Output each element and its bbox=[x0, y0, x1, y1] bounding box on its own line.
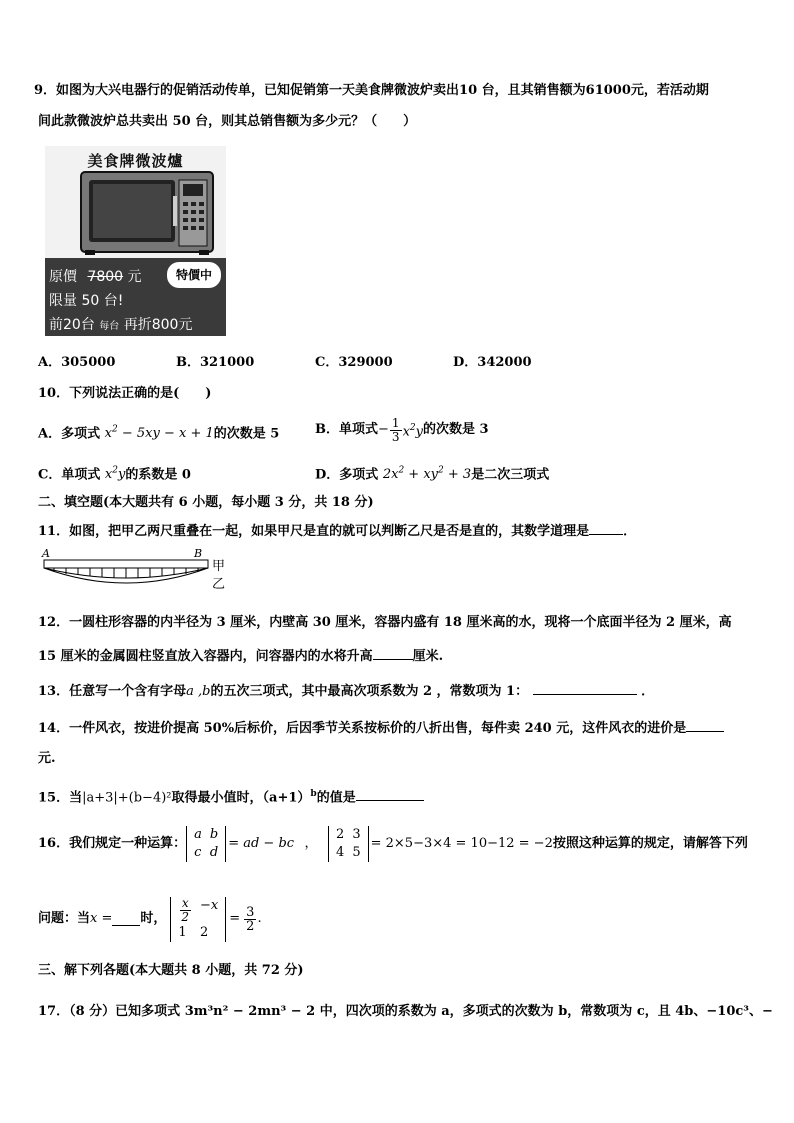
q10-stem: 10．下列说法正确的是( ) bbox=[38, 386, 212, 401]
ad-limit: 限量 50 台! bbox=[49, 293, 124, 309]
q16-line1: 16．我们规定一种运算： a b c d = ad − bc ， 2 3 4 5 = 2×5−3×4 = 10−12 = −2 按照这种运算的规定，请解答下列 bbox=[38, 827, 748, 860]
section-2-heading: 二、填空题(本大题共有 6 小题，每小题 3 分，共 18 分) bbox=[38, 495, 374, 510]
ad-discount: 前20台 每台 再折800元 bbox=[49, 317, 193, 333]
ad-title: 美食牌微波爐 bbox=[87, 152, 184, 170]
ruler-label-yi: 乙 bbox=[212, 577, 226, 592]
determinant-question: $\frac{x}{2}$ −x 1 2 bbox=[170, 897, 226, 942]
q12-line2: 15 厘米的金属圆柱竖直放入容器内，问容器内的水将升高 厘米. bbox=[38, 646, 443, 666]
q10-option-c: C．单项式 $x^2y$的系数是 0 bbox=[38, 466, 191, 483]
q9-option-c: C．329000 bbox=[315, 355, 393, 370]
q13-text: 13．任意写一个含有字母a ,b的五次三项式，其中最高次项系数为 2 ，常数项为 1： ． bbox=[38, 681, 654, 701]
q9-option-b: B．321000 bbox=[176, 355, 255, 370]
ruler-jia bbox=[44, 560, 208, 568]
sale-badge: 特價中 bbox=[167, 262, 221, 288]
ruler-diagram bbox=[36, 546, 236, 596]
q9-line2: 间此款微波炉总共卖出 50 台，则其总销售额为多少元？（ ） bbox=[38, 114, 417, 129]
q10-option-d: D．多项式 $2x^2 + xy^2 + 3$是二次三项式 bbox=[315, 466, 550, 483]
microwave-advert-image bbox=[45, 146, 226, 336]
q10-option-a: A．多项式 $x^2 - 5xy - x + 1$的次数是 5 bbox=[38, 425, 280, 442]
q14-line2: 元. bbox=[38, 751, 56, 766]
q14-line1: 14．一件风衣，按进价提高 50%后标价，后因季节关系按标价的八折出售，每件卖 240 元，这件风衣的进价是 bbox=[38, 718, 724, 738]
ruler-label-jia: 甲 bbox=[212, 559, 226, 574]
ruler-label-a: A bbox=[42, 547, 50, 560]
q11-text: 11．如图，把甲乙两尺重叠在一起，如果甲尺是直的就可以判断乙尺是否是直的，其数学道理是 ． bbox=[38, 521, 636, 541]
q10-option-b: B． 单项式 − $\frac{1}{3}$ $x^2y$ 的次数是 3 bbox=[315, 415, 489, 444]
q9-line1: 9．如图为大兴电器行的促销活动传单，已知促销第一天美食牌微波炉卖出10 台，且其销售额为61000元，若活动期 bbox=[34, 83, 709, 98]
ad-original-price: 原價 7800 元 bbox=[49, 269, 142, 285]
q15-text: 15．当|a+3|+(b−4)²取得最小值时，$(a+1)^b$的值是 bbox=[38, 785, 424, 807]
section-3-heading: 三、解下列各题(本大题共 8 小题，共 72 分) bbox=[38, 963, 304, 978]
q17-text: 17．（8 分）已知多项式 3m³n² − 2mn³ − 2 中，四次项的系数为 a，多项式的次数为 b，常数项为 c，且 4b、−10c³、− bbox=[38, 1004, 773, 1019]
q9-option-d: D．342000 bbox=[453, 355, 532, 370]
determinant-example: 2 3 4 5 bbox=[328, 826, 369, 862]
ruler-label-b: B bbox=[194, 547, 203, 560]
q16-line2: 问题：当 x = 时， $\frac{x}{2}$ −x 1 2 = $\frac{3}{2}$ . bbox=[38, 895, 262, 940]
q9-option-a: A．305000 bbox=[38, 355, 116, 370]
q12-line1: 12．一圆柱形容器的内半径为 3 厘米，内壁高 30 厘米，容器内盛有 18 厘米高的水，现将一个底面半径为 2 厘米，高 bbox=[38, 615, 732, 630]
determinant-definition: a b c d bbox=[186, 826, 226, 862]
microwave-icon bbox=[45, 146, 226, 258]
